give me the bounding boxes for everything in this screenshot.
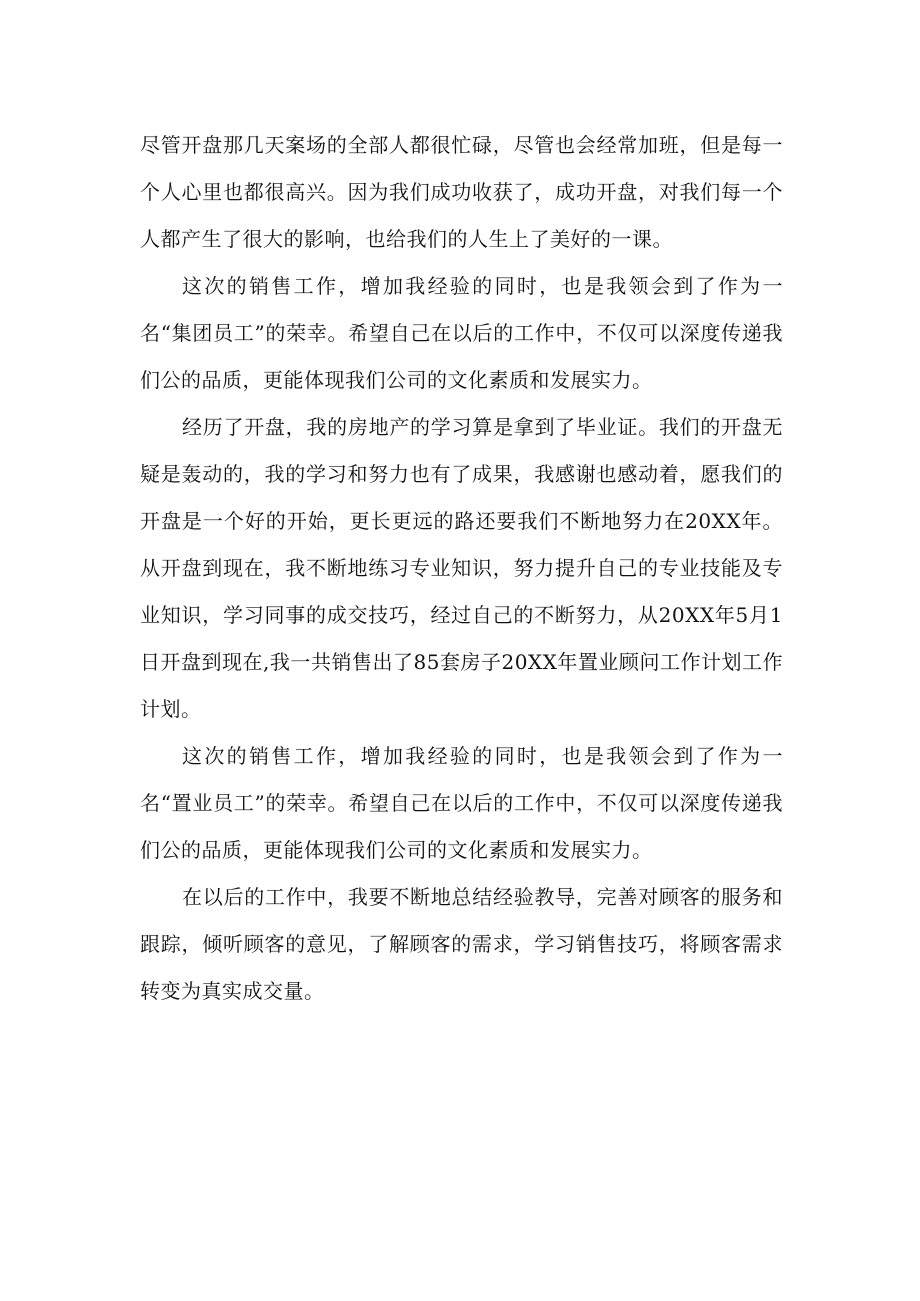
paragraph-1: 尽管开盘那几天案场的全部人都很忙碌，尽管也会经常加班，但是每一个人心里也都很高兴。因为我们成功收获了，成功开盘，对我们每一个人都产生了很大的影响，也给我们的人生上了美好的一课。 bbox=[140, 133, 783, 251]
paragraph-2: 这次的销售工作，增加我经验的同时，也是我领会到了作为一名“集团员工”的荣幸。希望自己在以后的工作中，不仅可以深度传递我们公的品质，更能体现我们公司的文化素质和发展实力。 bbox=[140, 274, 783, 392]
document-body bbox=[140, 122, 783, 1015]
paragraph-3: 经历了开盘，我的房地产的学习算是拿到了毕业证。我们的开盘无疑是轰动的，我的学习和努力也有了成果，我感谢也感动着，愿我们的开盘是一个好的开始，更长更远的路还要我们不断地努力在20XX年。从开盘到现在，我不断地练习专业知识，努力提升自己的专业技能及专业知识，学习同事的成交技巧，经过自己的不断努力，从20XX年5月1日开盘到现在,我一共销售出了85套房子20XX年置业顾问工作计划工作计划。 bbox=[140, 415, 783, 721]
paragraph-5: 在以后的工作中，我要不断地总结经验教导，完善对顾客的服务和跟踪，倾听顾客的意见，了解顾客的需求，学习销售技巧，将顾客需求转变为真实成交量。 bbox=[140, 885, 783, 1003]
paragraph-4: 这次的销售工作，增加我经验的同时，也是我领会到了作为一名“置业员工”的荣幸。希望自己在以后的工作中，不仅可以深度传递我们公的品质，更能体现我们公司的文化素质和发展实力。 bbox=[140, 744, 783, 862]
